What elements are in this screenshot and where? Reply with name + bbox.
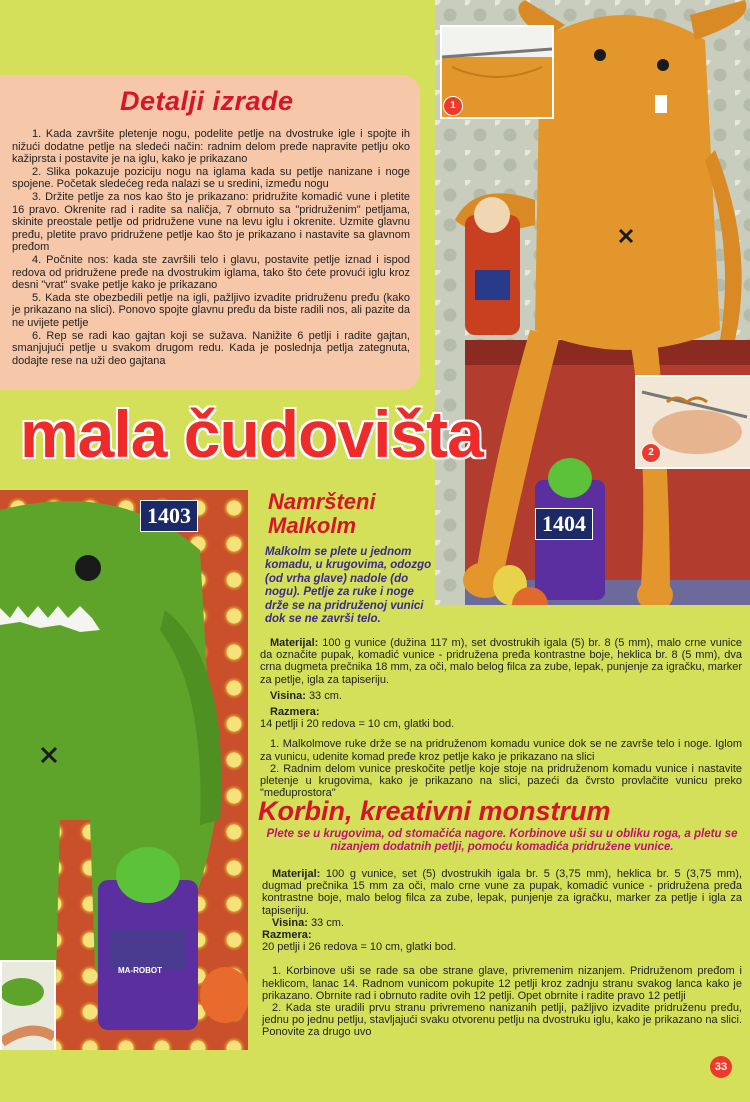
product-code-1403: 1403 [140, 500, 198, 532]
robot-label: MA-ROBOT [118, 966, 162, 975]
details-step: 6. Rep se radi kao gajtan koji se sužava. Nanižite 6 petlji i radite gajtan, smanjujući petlje u svakom drugom redu. Kada je poslednja petlja zategnuta, dodajte rese na uži deo gajtana [12, 329, 410, 367]
korbin-gauge-label: Razmera: [262, 929, 312, 942]
malkolm-gauge-label: Razmera: [270, 706, 320, 719]
details-step: 5. Kada ste obezbedili petlje na igli, pažljivo izvadite pridruženu pređu (kako je prikazano na slici). Ponovo spojte glavnu pređu da biste radili nos, ali pazite da ne uvijete petlje [12, 291, 410, 329]
korbin-heading: Korbin, kreativni monstrum [258, 796, 611, 826]
korbin-intro: Plete se u krugovima, od stomačića nagore. Korbinove uši su u obliku roga, a pletu se nizanjem dodatnih petlji, pomoću komadića pridružene vunice. [266, 828, 738, 853]
details-step: 3. Držite petlje za nos kao što je prikazano: pridružite komadić vune i pletite 16 pravo. Okrenite rad i radite sa naličja, 7 obrnuto sa "pridruženim" petljama, skinite preostale petlje od pridružene vune na levu iglu i okrenite. Uzmite glavnu pređu, pletite pravo pridružene petlje kao što je prikazano i nastavite sa glavnom pređom [12, 190, 410, 254]
page-title: mala čudovišta [20, 397, 483, 471]
korbin-step: 1. Korbinove uši se rade sa obe strane glave, privremenim nizanjem. Pridruženom pređom i heklicom, lanac 14. Radnom vunicom pokupite 12 petlji kroz zadnju stranu svakog lanca kako je prikazano. Obrnite rad i obrnuto radite ovih 12 petlji. Opet obrnite i radite pravo 12 petlji [262, 965, 742, 1002]
korbin-materials [262, 868, 742, 1039]
malkolm-intro: Malkolm se plete u jednom komadu, u krugovima, odozgo (od vrha glave) nadole (do nogu). Petlje za ruke i noge drže se na pridruženoj vunici dok se ne završi telo. [265, 546, 432, 626]
korbin-height-label: Visina: [272, 916, 308, 929]
green-yarn-illustration [2, 962, 54, 1050]
malkolm-material-label: Materijal: [270, 637, 319, 649]
malkolm-step: 2. Radnim delom vunice preskočite petlje koje stoje na pridruženom komadu vunice i nastavite pletenje u krugovima, kako je prikazano na slici, pazeći da čvrsto provlačite vunicu preko "međuprostora" [260, 762, 742, 800]
malkolm-height: 33 cm. [308, 689, 342, 702]
details-heading: Detalji izrade [120, 86, 294, 116]
step-marker-1: 1 [443, 96, 463, 116]
details-step: 4. Počnite nos: kada ste završili telo i glavu, postavite petlje iznad i ispod redova od pridružene pređe na dvostrukim iglama, tako što ćete provući iglu kroz desni "vrat" svake petlje kako je prikazano [12, 253, 410, 292]
details-steps [12, 128, 410, 367]
page-number: 33 [710, 1056, 732, 1078]
korbin-height: 33 cm. [310, 916, 344, 929]
korbin-material: 100 g vunice, set (5) dvostrukih igala br. 5 (3,75 mm), heklica br. 5 (3,75 mm), dugmad prečnika 15 mm za oči, malo crne vune za pupak, komadić vunice - pridružena pređa kontrastne boje, malo belog filca za zube, lepak, punjenje za igračku, marker za petlje i igla za tapiseriju. [262, 868, 742, 917]
korbin-material-label: Materijal: [272, 868, 321, 880]
photo-orange-monster [435, 0, 750, 605]
malkolm-heading-line2: Malkolm [268, 513, 357, 538]
details-step: 2. Slika pokazuje poziciju nogu na iglama kada su petlje nanizane i noge spojene. Početak sledećeg reda nalazi se u sredini, između nogu [12, 165, 410, 191]
malkolm-materials [260, 637, 742, 799]
malkolm-material: 100 g vunice (dužina 117 m), set dvostrukih igala (5) br. 8 (5 mm), malo crne vunice da označite pupak, komadić vunice - pridružena pređa kontrastne boje, heklica br. 8 (5 mm), dva crna dugmeta prečnika 18 mm, za oči, malo belog filca za zube, lepak, punjenje za igračku, marker za petlje, igla za tapiseriju. [260, 637, 742, 686]
korbin-gauge: 20 petlji i 26 redova = 10 cm, glatki bod. [262, 941, 457, 954]
malkolm-heading-line1: Namršteni [268, 489, 376, 514]
malkolm-heading [268, 490, 376, 538]
step-marker-2: 2 [641, 443, 661, 463]
malkolm-step: 1. Malkolmove ruke drže se na pridruženom komadu vunice dok se ne završe telo i noge. Iglom za vunicu, udenite komad pređe kroz petlje kako je prikazano na slici [260, 738, 742, 763]
malkolm-height-label: Visina: [270, 689, 306, 702]
korbin-step: 2. Kada ste uradili prvu stranu privremeno nanizanih petlji, pažljivo izvadite pridruženu pređu, jednu po jednu petlju, stavljajući svaku otvorenu petlju na dvostruku iglu, kako je prikazano na slici. Ponovite za drugo uvo [262, 1002, 743, 1039]
malkolm-gauge: 14 petlji i 20 redova = 10 cm, glatki bod. [260, 718, 455, 731]
details-step: 1. Kada završite pletenje nogu, podelite petlje na dvostruke igle i spojte ih nižući dodatne petlje na sledeći način: radnim delom pređe napravite petlju oko kažiprsta i postavite je na iglu, kako je prikazano [12, 128, 410, 166]
product-code-1404: 1404 [535, 508, 593, 540]
inset-photo-3 [0, 960, 56, 1050]
photo-green-monster [0, 490, 248, 1050]
